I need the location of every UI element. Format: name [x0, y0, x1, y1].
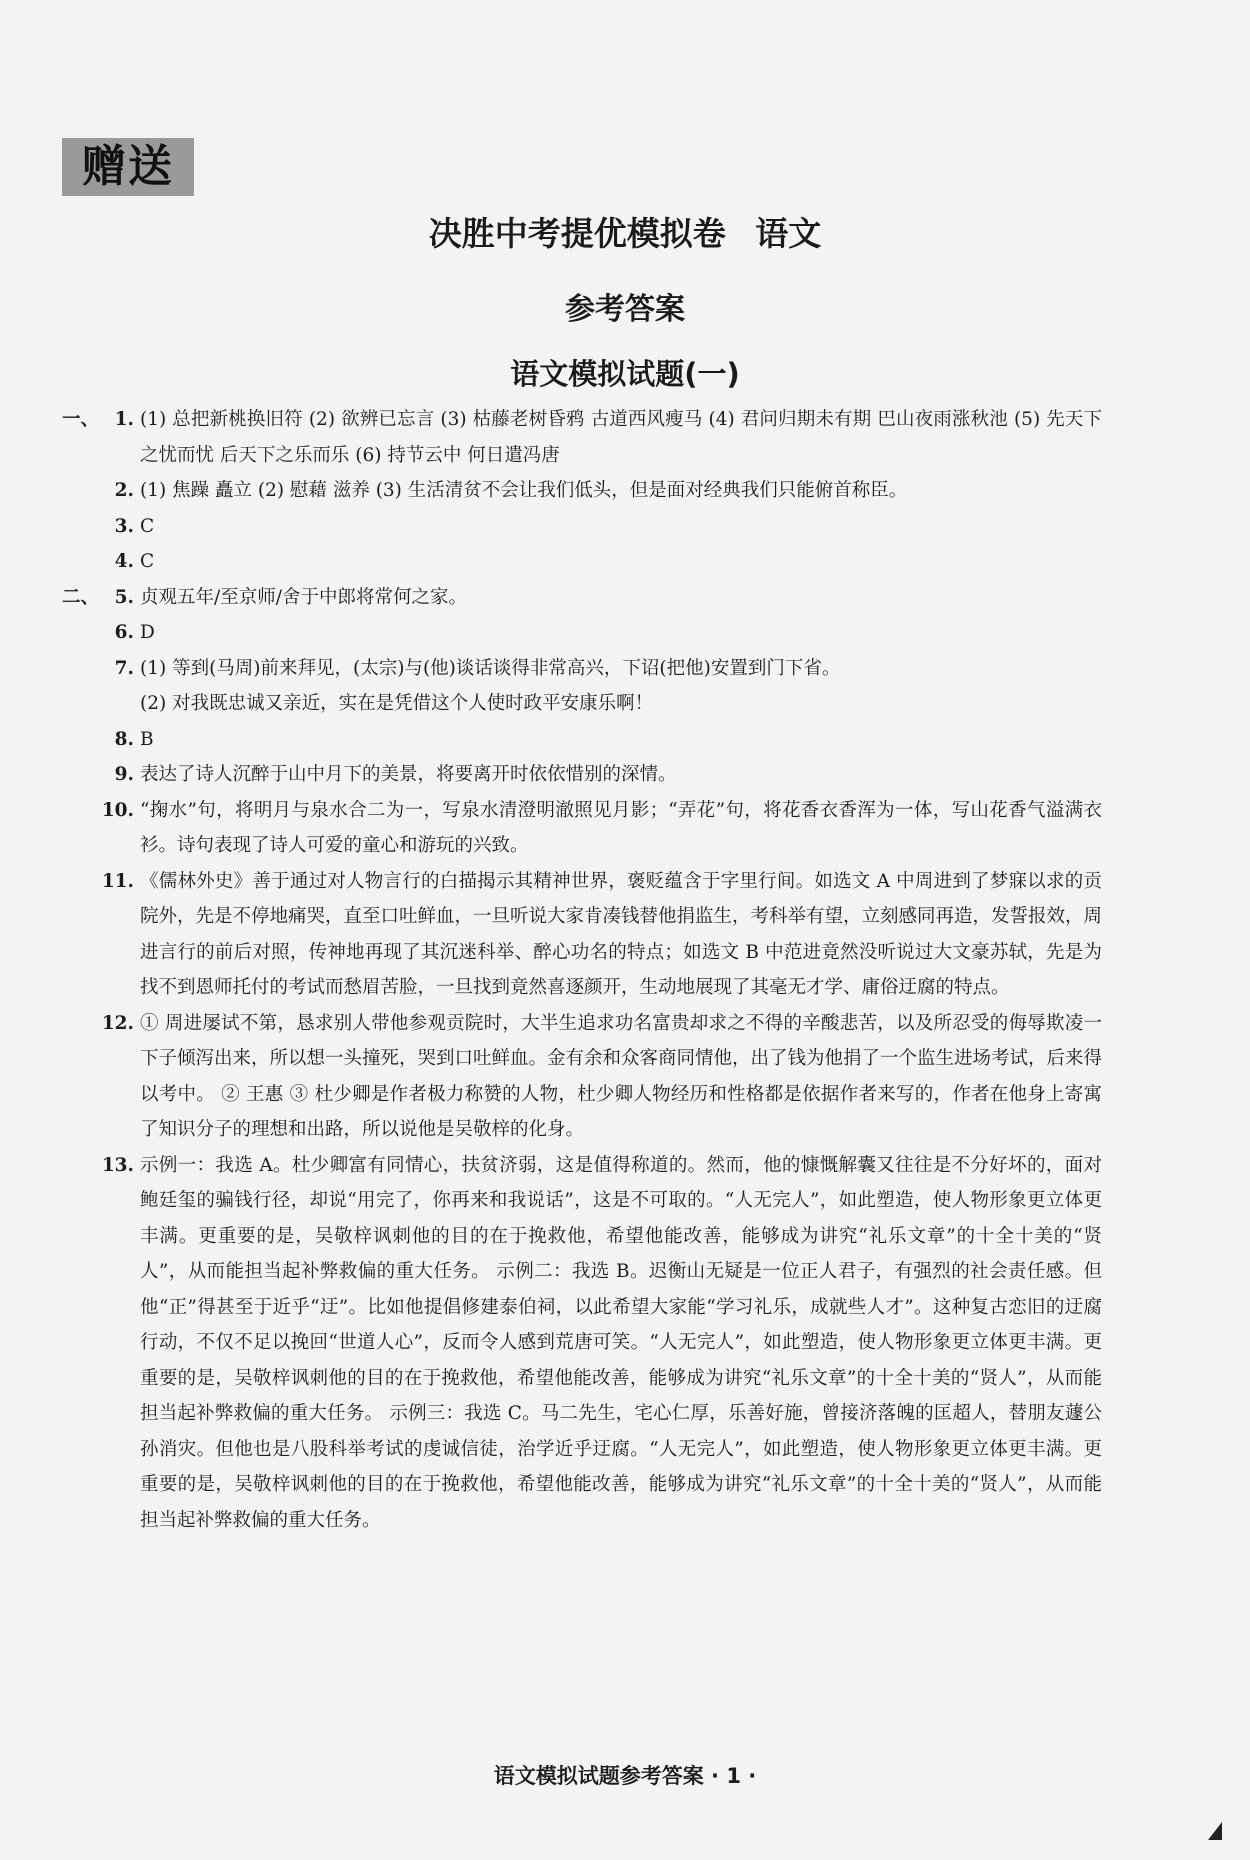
answer-item — [62, 651, 1102, 687]
item-text: B — [140, 728, 154, 750]
answer-item — [62, 757, 1102, 793]
section-2-label: 二、 — [62, 586, 100, 608]
item-number: 9. — [114, 764, 134, 785]
paper-title: 决胜中考提优模拟卷 语文 — [428, 214, 822, 253]
item-text: 示例一：我选 A。杜少卿富有同情心，扶贫济弱，这是值得称道的。然而，他的慷慨解囊又往往是不分好坏的，面对鲍廷玺的骗钱行径，却说“用完了，你再来和我说话”，这是不可取的。“人无完人”，如此塑造，使人物形象更立体更丰满。更重要的是，吴敬梓讽刺他的目的在于挽救他，希望他能改善，能够成为讲究“礼乐文章”的十全十美的“贤人”，从而能担当起补弊救偏的重大任务。 示例二：我选 B。迟衡山无疑是一位正人君子，有强烈的社会责任感。但他“正”得甚至于近乎“迂”。比如他提倡修建泰伯祠，以此希望大家能“学习礼乐，成就些人才”。这种复古恋旧的迂腐行动，不仅不足以挽回“世道人心”，反而令人感到荒唐可笑。“人无完人”，如此塑造，使人物形象更立体更丰满。更重要的是，吴敬梓讽刺他的目的在于挽救他，希望他能改善，能够成为讲究“礼乐文章”的十全十美的“贤人”，从而能担当起补弊救偏的重大任务。 示例三：我选 C。马二先生，宅心仁厚，乐善好施，曾接济落魄的匡超人，替朋友蘧公孙消灾。但他也是八股科举考试的虔诚信徒，治学近乎迂腐。“人无完人”，如此塑造，使人物形象更立体更丰满。更重要的是，吴敬梓讽刺他的目的在于挽救他，希望他能改善，能够成为讲究“礼乐文章”的十全十美的“贤人”，从而能担当起补弊救偏的重大任务。 — [140, 1154, 1102, 1531]
item-number: 7. — [114, 657, 134, 679]
item-number: 3. — [114, 515, 134, 537]
answer-item — [62, 402, 1102, 473]
gift-badge: 赠送 — [62, 138, 194, 196]
item-number: 2. — [114, 480, 134, 501]
item-number: 10. — [101, 799, 134, 821]
item-text: C — [140, 515, 155, 537]
item-number: 1. — [114, 409, 134, 430]
item-text: “掬水”句，将明月与泉水合二为一，写泉水清澄明澈照见月影；“弄花”句，将花香衣香浑为一体，写山花香气溢满衣衫。诗句表现了诗人可爱的童心和游玩的兴致。 — [140, 799, 1102, 856]
answer-item — [62, 864, 1102, 1006]
answer-item — [62, 1148, 1102, 1539]
item-number: 6. — [114, 622, 134, 643]
answer-content — [62, 402, 1102, 1538]
item-number: 8. — [114, 728, 134, 750]
answer-item — [62, 793, 1102, 864]
answer-item — [62, 1006, 1102, 1148]
item-text: (1) 等到(马周)前来拜见，(太宗)与(他)谈话谈得非常高兴，下诏(把他)安置到门下省。 — [140, 657, 841, 679]
item-text: (1) 焦躁 矗立 (2) 慰藉 滋养 (3) 生活清贫不会让我们低头，但是面对经典我们只能俯首称臣。 — [140, 480, 908, 501]
item-text: (2) 对我既忠诚又亲近，实在是凭借这个人使时政平安康乐啊！ — [140, 693, 654, 714]
answer-item — [62, 686, 1102, 722]
answer-item — [62, 544, 1102, 580]
item-number: 11. — [101, 870, 134, 892]
corner-triangle-icon — [1208, 1822, 1222, 1840]
item-text: (1) 总把新桃换旧符 (2) 欲辨已忘言 (3) 枯藤老树昏鸦 古道西风瘦马 (4) 君问归期未有期 巴山夜雨涨秋池 (5) 先天下之忧而忧 后天下之乐而乐 (6) 持节云中 何日遣冯唐 — [140, 409, 1102, 466]
item-text: 贞观五年/至京师/舍于中郎将常何之家。 — [140, 586, 467, 608]
answer-subtitle: 参考答案 — [565, 292, 685, 327]
answer-item — [62, 509, 1102, 545]
answer-item — [62, 722, 1102, 758]
answer-item — [62, 473, 1102, 509]
item-text: ① 周进屡试不第，恳求别人带他参观贡院时，大半生追求功名富贵却求之不得的辛酸悲苦，以及所忍受的侮辱欺凌一下子倾泻出来，所以想一头撞死，哭到口吐鲜血。金有余和众客商同情他，出了钱为他捐了一个监生进场考试，后来得以考中。 ② 王惠 ③ 杜少卿是作者极力称赞的人物，杜少卿人物经历和性格都是依据作者来写的，作者在他身上寄寓了知识分子的理想和出路，所以说他是吴敬梓的化身。 — [140, 1012, 1103, 1140]
answer-item — [62, 615, 1102, 651]
item-text: 《儒林外史》善于通过对人物言行的白描揭示其精神世界，褒贬蕴含于字里行间。如选文 A 中周进到了梦寐以求的贡院外，先是不停地痛哭，直至口吐鲜血，一旦听说大家肯凑钱替他捐监生，考科举有望，立刻感同再造，发誓报效，周进言行的前后对照，传神地再现了其沉迷科举、醉心功名的特点；如选文 B 中范进竟然没听说过大文豪苏轼，先是为找不到恩师托付的考试而愁眉苦脸，一旦找到竟然喜逐颜开，生动地展现了其毫无才学、庸俗迂腐的特点。 — [140, 870, 1103, 998]
section-2 — [62, 580, 1102, 1539]
answer-item — [62, 580, 1102, 616]
item-number: 12. — [101, 1012, 134, 1034]
item-number: 4. — [114, 551, 134, 572]
section-1 — [62, 402, 1102, 580]
item-text: 表达了诗人沉醉于山中月下的美景，将要离开时依依惜别的深情。 — [140, 764, 677, 785]
item-number: 5. — [114, 586, 134, 608]
test-title: 语文模拟试题(一) — [510, 357, 740, 391]
item-number: 13. — [101, 1154, 134, 1176]
item-text: D — [140, 622, 155, 643]
page-footer: 语文模拟试题参考答案 · 1 · — [493, 1764, 757, 1788]
item-text: C — [140, 551, 155, 572]
section-1-label: 一、 — [62, 409, 100, 430]
